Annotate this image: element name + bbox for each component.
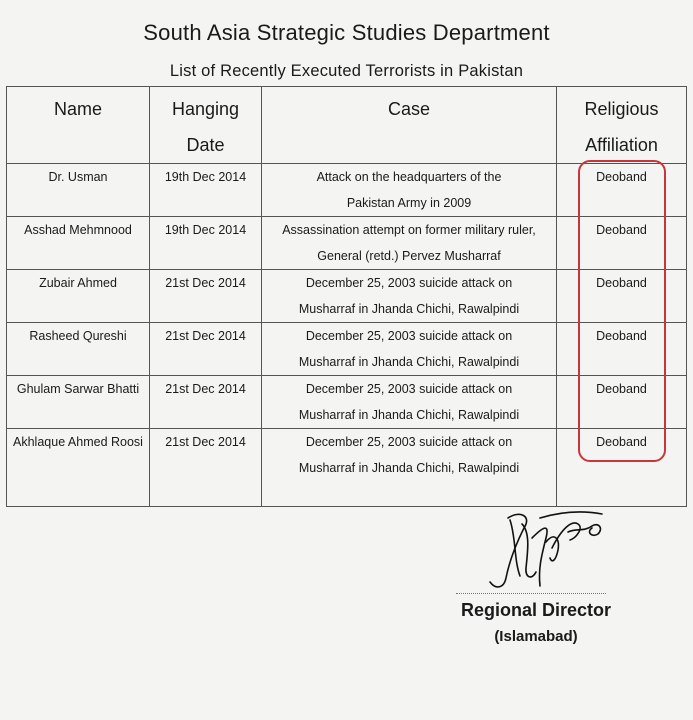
- cell-affiliation: Deoband: [557, 429, 687, 507]
- cell-date: 21st Dec 2014: [150, 429, 262, 507]
- cell-date: 19th Dec 2014: [150, 164, 262, 217]
- cell-date: 21st Dec 2014: [150, 376, 262, 429]
- cell-date: 21st Dec 2014: [150, 270, 262, 323]
- cell-case: December 25, 2003 suicide attack on Musharraf in Jhanda Chichi, Rawalpindi: [262, 270, 557, 323]
- table-row: [7, 164, 687, 217]
- cell-case: Attack on the headquarters of the Pakistan Army in 2009: [262, 164, 557, 217]
- cell-name: Zubair Ahmed: [7, 270, 150, 323]
- cell-affiliation: Deoband: [557, 270, 687, 323]
- table-row: [7, 270, 687, 323]
- signatory-location: (Islamabad): [494, 628, 578, 645]
- cell-affiliation: Deoband: [557, 217, 687, 270]
- cell-name: Akhlaque Ahmed Roosi: [7, 429, 150, 507]
- cell-affiliation: Deoband: [557, 376, 687, 429]
- cell-case: December 25, 2003 suicide attack on Musharraf in Jhanda Chichi, Rawalpindi: [262, 376, 557, 429]
- cell-date: 19th Dec 2014: [150, 217, 262, 270]
- cell-name: Ghulam Sarwar Bhatti: [7, 376, 150, 429]
- document-title: South Asia Strategic Studies Department: [143, 20, 550, 45]
- cell-case: Assassination attempt on former military ruler, General (retd.) Pervez Musharraf: [262, 217, 557, 270]
- document-subtitle: List of Recently Executed Terrorists in Pakistan: [169, 62, 524, 80]
- cell-name: Asshad Mehmnood: [7, 217, 150, 270]
- table-row: [7, 323, 687, 376]
- cell-case: December 25, 2003 suicide attack on Musharraf in Jhanda Chichi, Rawalpindi: [262, 429, 557, 507]
- column-header-affiliation: Religious Affiliation: [557, 87, 687, 164]
- column-header-name: Name: [7, 87, 150, 164]
- signatory-title: Regional Director: [460, 600, 612, 620]
- handwritten-signature: [480, 498, 610, 598]
- cell-affiliation: Deoband: [557, 164, 687, 217]
- cell-date: 21st Dec 2014: [150, 323, 262, 376]
- cell-affiliation: Deoband: [557, 323, 687, 376]
- cell-name: Rasheed Qureshi: [7, 323, 150, 376]
- table-row: [7, 376, 687, 429]
- signature-line: [456, 593, 606, 594]
- executed-list-table: [6, 86, 687, 507]
- column-header-case: Case: [262, 87, 557, 164]
- cell-case: December 25, 2003 suicide attack on Musharraf in Jhanda Chichi, Rawalpindi: [262, 323, 557, 376]
- table-header-row: [7, 87, 687, 164]
- cell-name: Dr. Usman: [7, 164, 150, 217]
- table-row: [7, 217, 687, 270]
- table-row: [7, 429, 687, 507]
- column-header-hanging-date: Hanging Date: [150, 87, 262, 164]
